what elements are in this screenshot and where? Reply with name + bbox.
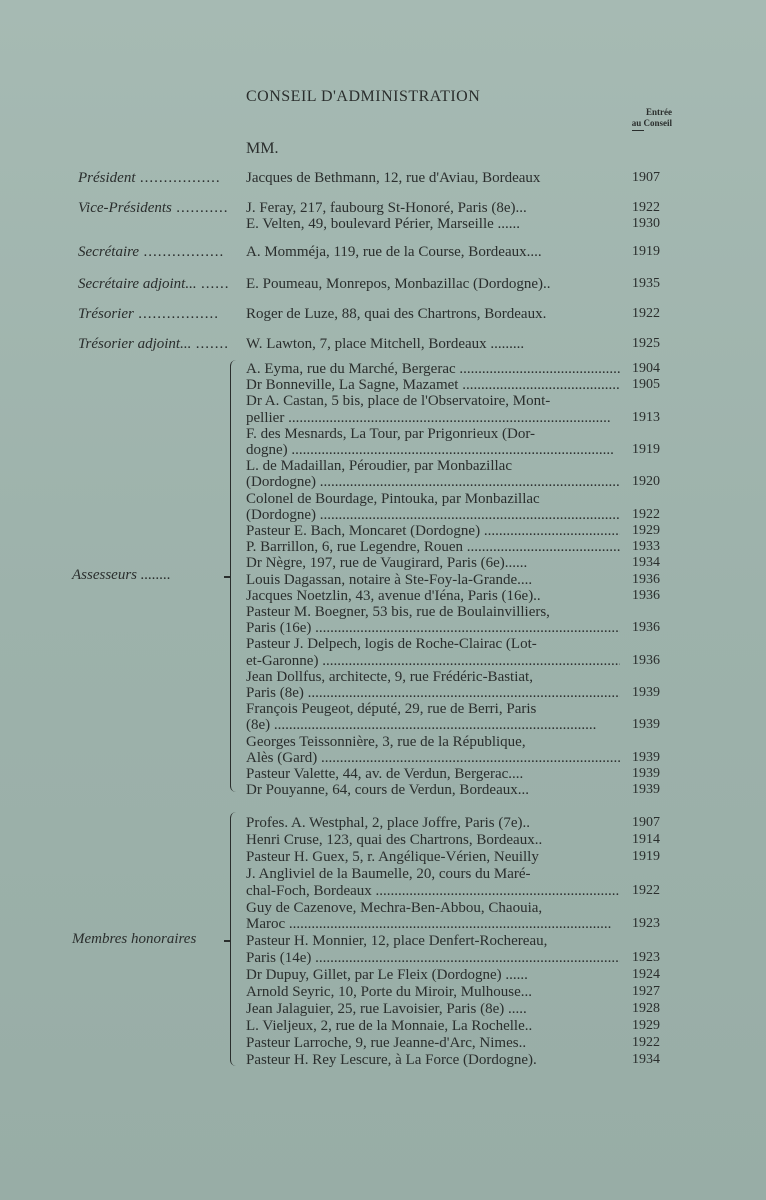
entry-year: 1919 (632, 442, 660, 457)
entry-year: 1920 (632, 474, 660, 490)
page-title: CONSEIL D'ADMINISTRATION (246, 88, 481, 105)
member-entry: Jean Jalaguier, 25, rue Lavoisier, Paris (8e) ..... (246, 1000, 527, 1017)
member-entry: A. Eyma, rue du Marché, Bergerac ..... (246, 361, 620, 377)
member-entry: P. Barrillon, 6, rue Legendre, Rouen ..... (246, 539, 620, 555)
list-item (0, 216, 766, 236)
entry-year: 1936 (632, 652, 660, 668)
member-entry: Paris (8e) ..... (246, 685, 620, 701)
list-item (0, 170, 766, 190)
list-item (0, 336, 766, 356)
entry-year: 1939 (632, 717, 660, 733)
member-entry: (8e) ..... (246, 717, 620, 733)
entry-year: 1904 (632, 361, 660, 376)
list-item (0, 306, 766, 326)
entry-year: 1925 (632, 336, 660, 351)
member-entry: Pasteur H. Rey Lescure, à La Force (Dordogne). (246, 1051, 537, 1068)
assesseurs-label: Assesseurs ........ (72, 567, 171, 583)
entry-year: 1934 (632, 1051, 660, 1067)
entry-year: 1928 (632, 1000, 660, 1016)
member-entry: Dr Nègre, 197, rue de Vaugirard, Paris (6e)...... (246, 555, 528, 572)
entry-year: 1907 (632, 170, 660, 185)
member-entry: Profes. A. Westphal, 2, place Joffre, Paris (7e).. (246, 815, 531, 831)
member-entry: A. Momméja, 119, rue de la Course, Bordeaux.... (246, 244, 542, 260)
entry-year: 1936 (632, 620, 660, 636)
member-entry: François Peugeot, député, 29, rue de Berri, Paris (246, 701, 537, 718)
role-label: Trésorier ..... (78, 306, 228, 323)
member-entry: Alès (Gard) ..... (246, 750, 620, 766)
entry-year: 1923 (632, 950, 660, 966)
member-entry: L. Vieljeux, 2, rue de la Monnaie, La Rochelle.. (246, 1017, 533, 1034)
honoraires-label: Membres honoraires (72, 931, 197, 947)
entree-column-header (606, 107, 672, 129)
list-item (0, 276, 766, 296)
entry-year: 1929 (632, 1017, 660, 1033)
member-entry: F. des Mesnards, La Tour, par Prigonrieux (Dor- (246, 425, 536, 442)
member-entry: Jean Dollfus, architecte, 9, rue Frédéric-Bastiat, (246, 668, 533, 685)
member-entry: Jacques Noetzlin, 43, avenue d'Iéna, Paris (16e).. (246, 587, 541, 604)
list-item (0, 1052, 766, 1072)
entry-year: 1913 (632, 409, 660, 425)
entry-year: 1919 (632, 244, 660, 259)
member-entry: Dr Pouyanne, 64, cours de Verdun, Bordeaux... (246, 782, 530, 799)
entry-year: 1922 (632, 1034, 660, 1050)
au-conseil-label: au Conseil (631, 118, 672, 128)
member-entry: Pasteur Valette, 44, av. de Verdun, Bergerac.... (246, 766, 524, 782)
entry-year: 1939 (632, 685, 660, 700)
member-entry: Georges Teissonnière, 3, rue de la République, (246, 733, 526, 750)
member-entry: Pasteur Larroche, 9, rue Jeanne-d'Arc, Nimes.. (246, 1034, 527, 1051)
member-entry: Pasteur H. Monnier, 12, place Denfert-Rochereau, (246, 933, 548, 950)
entry-year: 1939 (632, 782, 660, 798)
member-entry: Dr A. Castan, 5 bis, place de l'Observatoire, Mont- (246, 393, 551, 410)
entry-year: 1922 (632, 882, 660, 898)
role-label: Secrétaire ..... (78, 244, 228, 261)
member-entry: et-Garonne) ..... (246, 653, 620, 669)
member-entry: Arnold Seyric, 10, Porte du Miroir, Mulhouse... (246, 984, 533, 1000)
header-dash (632, 130, 644, 131)
member-entry: Pasteur M. Boegner, 53 bis, rue de Boulainvilliers, (246, 604, 550, 620)
entry-year: 1930 (632, 216, 660, 231)
member-entry: J. Feray, 217, faubourg St-Honoré, Paris (8e)... (246, 200, 527, 216)
entry-year: 1936 (632, 571, 660, 587)
entry-year: 1927 (632, 984, 660, 999)
member-entry: Pasteur H. Guex, 5, r. Angélique-Vérien, Neuilly (246, 848, 539, 865)
member-entry: Dr Dupuy, Gillet, par Le Fleix (Dordogne) ...... (246, 967, 528, 984)
member-entry: Henri Cruse, 123, quai des Chartrons, Bordeaux.. (246, 831, 543, 848)
role-label: Secrétaire adjoint... ..... (78, 276, 228, 293)
entry-year: 1907 (632, 815, 660, 830)
member-entry: Roger de Luze, 88, quai des Chartrons, Bordeaux. (246, 306, 547, 322)
entry-year: 1922 (632, 306, 660, 321)
role-label: Président ..... (78, 170, 228, 187)
entry-year: 1905 (632, 377, 660, 393)
mm-label: MM. (246, 140, 279, 157)
member-entry: Dr Bonneville, La Sagne, Mazamet ..... (246, 377, 620, 393)
member-entry: dogne) ..... (246, 442, 620, 458)
entry-year: 1919 (632, 848, 660, 864)
member-entry: Louis Dagassan, notaire à Ste-Foy-la-Grande.... (246, 571, 533, 588)
entry-year: 1939 (632, 766, 660, 781)
list-item (0, 782, 766, 802)
entry-year: 1929 (632, 523, 660, 538)
role-label: Trésorier adjoint... ..... (78, 336, 228, 353)
member-entry: Paris (14e) ..... (246, 950, 620, 966)
entry-year: 1933 (632, 539, 660, 555)
entry-year: 1939 (632, 749, 660, 765)
member-entry: Colonel de Bourdage, Pintouka, par Monbazillac (246, 490, 540, 507)
entry-year: 1923 (632, 916, 660, 932)
member-entry: (Dordogne) ..... (246, 474, 620, 490)
entry-year: 1936 (632, 587, 660, 603)
member-entry: Pasteur J. Delpech, logis de Roche-Clairac (Lot- (246, 636, 537, 653)
entry-year: 1924 (632, 967, 660, 983)
list-item (0, 244, 766, 264)
member-entry: W. Lawton, 7, place Mitchell, Bordeaux ......... (246, 336, 525, 352)
member-entry: (Dordogne) ..... (246, 507, 620, 523)
member-entry: J. Angliviel de la Baumelle, 20, cours du Maré- (246, 865, 531, 882)
member-entry: L. de Madaillan, Péroudier, par Monbazillac (246, 458, 512, 475)
entry-year: 1922 (632, 200, 660, 215)
entry-year: 1914 (632, 831, 660, 847)
member-entry: Paris (16e) ..... (246, 620, 620, 636)
member-entry: Pasteur E. Bach, Moncaret (Dordogne) ..... (246, 523, 620, 539)
entree-label: Entrée (646, 107, 672, 117)
member-entry: Guy de Cazenove, Mechra-Ben-Abbou, Chaouia, (246, 899, 543, 916)
member-entry: pellier ..... (246, 410, 620, 426)
member-entry: Jacques de Bethmann, 12, rue d'Aviau, Bordeaux (246, 170, 541, 186)
entry-year: 1934 (632, 555, 660, 571)
role-label: Vice-Présidents ..... (78, 200, 228, 217)
member-entry: Maroc ..... (246, 916, 620, 932)
member-entry: chal-Foch, Bordeaux ..... (246, 883, 620, 899)
entry-year: 1935 (632, 276, 660, 291)
member-entry: E. Velten, 49, boulevard Périer, Marseille ...... (246, 216, 521, 232)
entry-year: 1922 (632, 506, 660, 522)
member-entry: E. Poumeau, Monrepos, Monbazillac (Dordogne).. (246, 276, 551, 292)
